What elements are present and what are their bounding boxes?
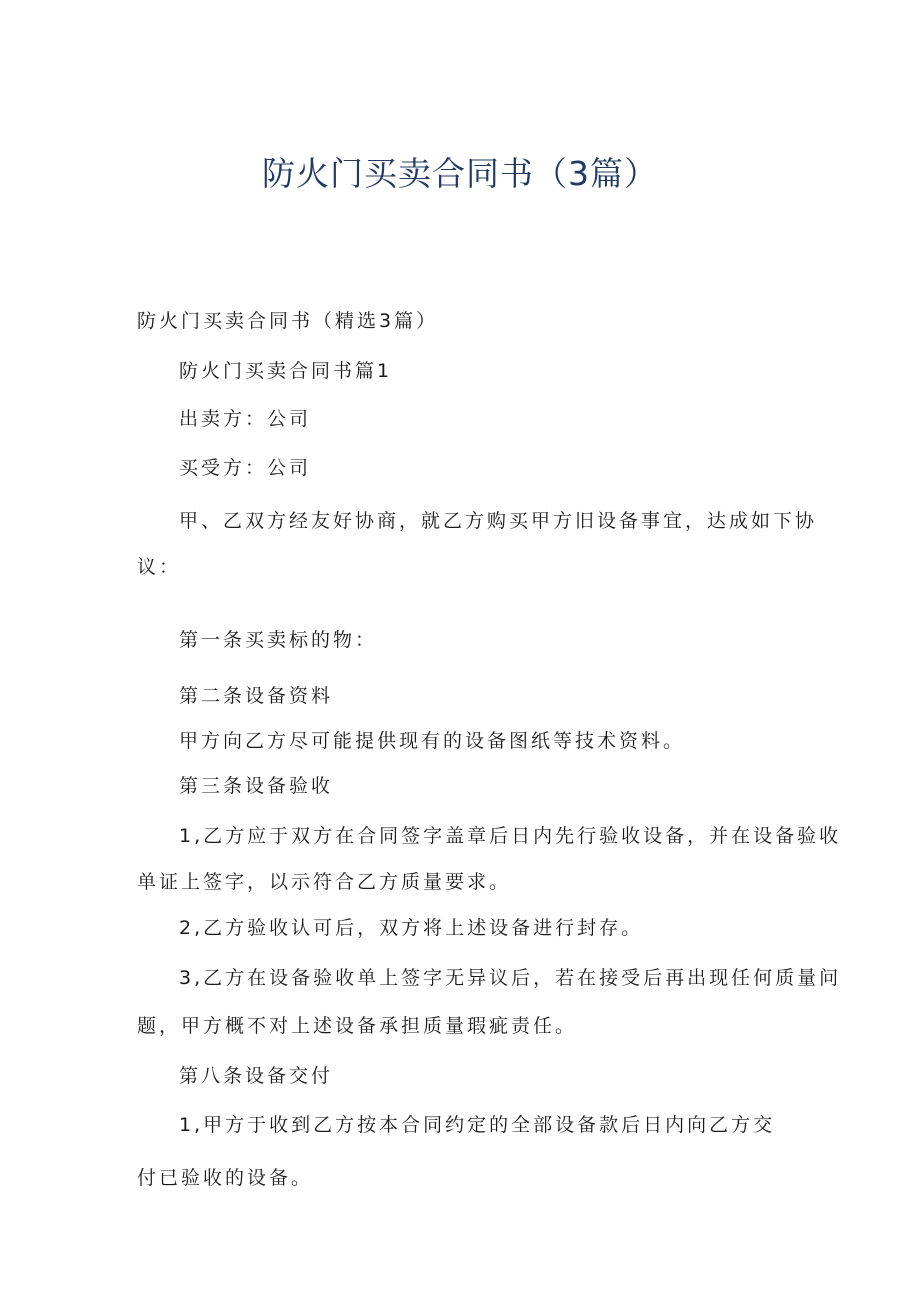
paragraph-line: 2,乙方验收认可后，双方将上述设备进行封存。 (179, 917, 644, 939)
document-title: 防火门买卖合同书（3篇） (262, 154, 658, 193)
paragraph-line: 1,乙方应于双方在合同签字盖章后日内先行验收设备，并在设备验收 (179, 825, 842, 847)
buyer-line: 买受方：公司 (179, 457, 312, 479)
paragraph-line: 单证上签字，以示符合乙方质量要求。 (137, 871, 512, 893)
paragraph-line: 1,甲方于收到乙方按本合同约定的全部设备款后日内向乙方交 (179, 1114, 776, 1136)
paragraph-line: 议： (137, 556, 182, 578)
article-heading: 第八条设备交付 (179, 1065, 334, 1087)
section-heading: 防火门买卖合同书篇1 (179, 360, 393, 382)
paragraph-line: 付已验收的设备。 (137, 1167, 314, 1189)
paragraph-line: 题，甲方概不对上述设备承担质量瑕疵责任。 (137, 1015, 578, 1037)
article-heading: 第一条买卖标的物： (179, 629, 378, 651)
article-heading: 第二条设备资料 (179, 685, 334, 707)
paragraph-line: 甲、乙双方经友好协商，就乙方购买甲方旧设备事宜，达成如下协 (179, 510, 818, 532)
article-heading: 第三条设备验收 (179, 775, 334, 797)
paragraph-line: 甲方向乙方尽可能提供现有的设备图纸等技术资料。 (179, 730, 686, 752)
document-subtitle: 防火门买卖合同书（精选3篇） (137, 310, 439, 332)
seller-line: 出卖方：公司 (179, 408, 312, 430)
paragraph-line: 3,乙方在设备验收单上签字无异议后，若在接受后再出现任何质量问 (179, 967, 842, 989)
